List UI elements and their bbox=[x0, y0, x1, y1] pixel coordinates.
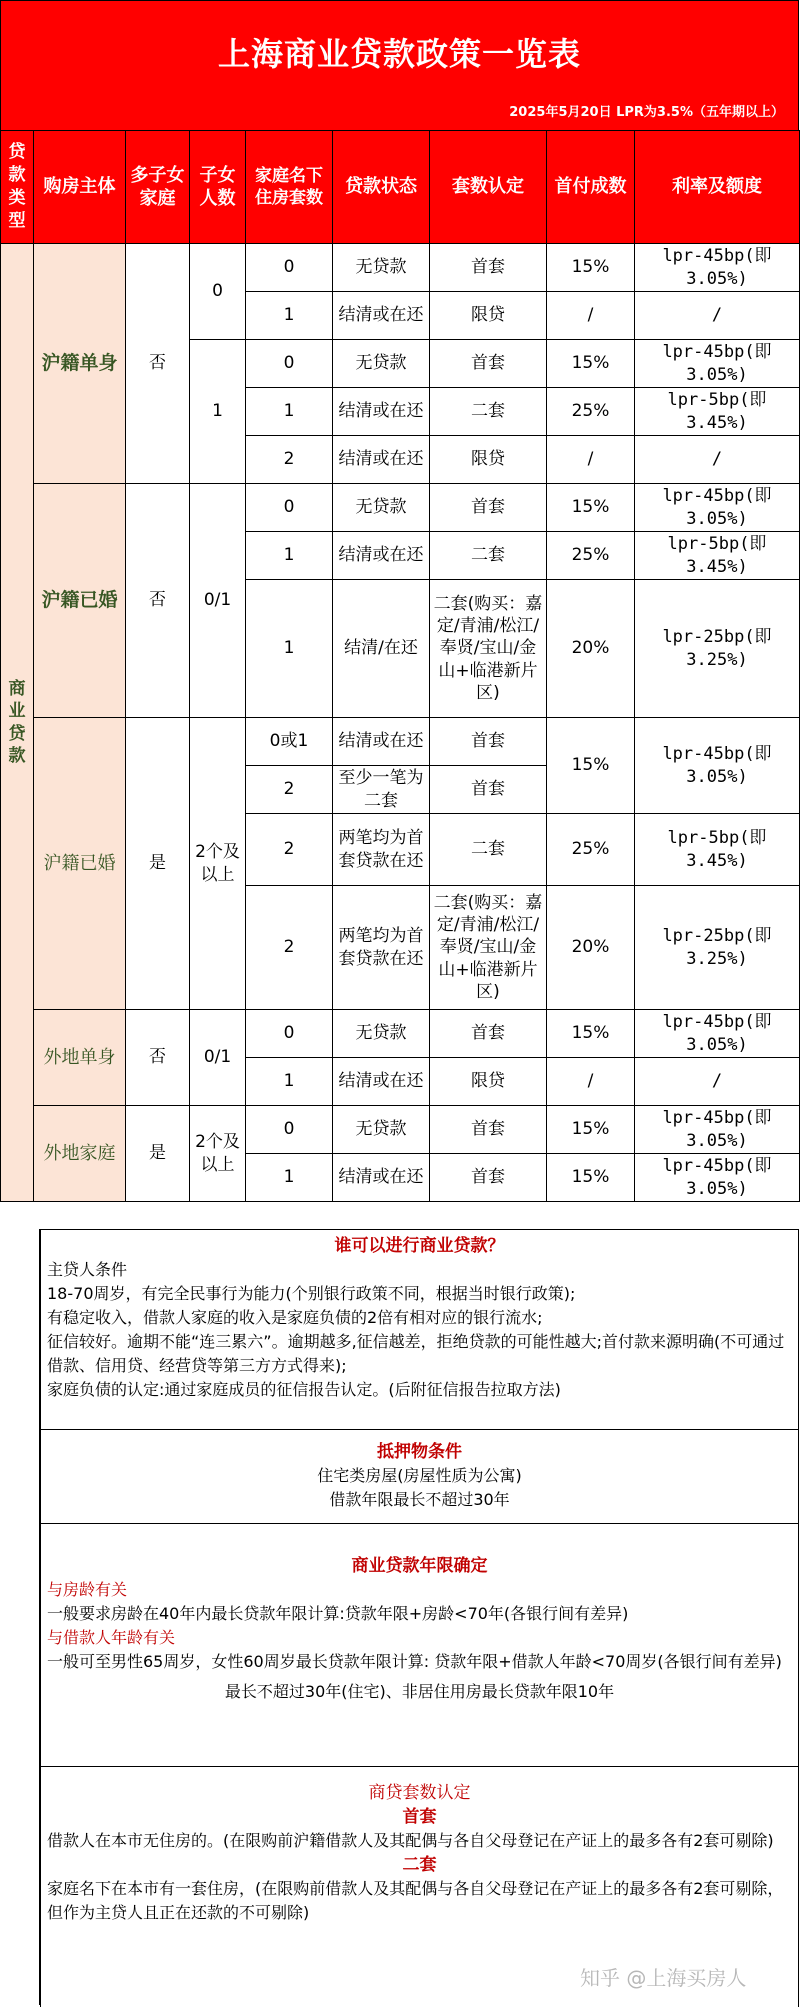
rate-cell: lpr-5bp(即3.45%) bbox=[635, 388, 800, 436]
note-line: 主贷人条件 bbox=[47, 1260, 128, 1279]
houses-cell: 1 bbox=[246, 580, 333, 718]
note-line: 家庭负债的认定:通过家庭成员的征信报告认定。(后附征信报告拉取方法) bbox=[47, 1380, 561, 1399]
page-header bbox=[0, 0, 799, 130]
houses-cell: 1 bbox=[246, 532, 333, 580]
rate-cell: / bbox=[635, 436, 800, 484]
rate-cell: / bbox=[635, 1058, 800, 1106]
down-payment-cell: 15% bbox=[547, 1010, 635, 1058]
col-header-children: 子女人数 bbox=[190, 131, 246, 244]
subject-cell: 沪籍单身 bbox=[34, 244, 126, 484]
table-header-row bbox=[1, 131, 800, 244]
down-payment-cell: / bbox=[547, 1058, 635, 1106]
collateral-title: 抵押物条件 bbox=[377, 1442, 462, 1462]
rate-cell: lpr-45bp(即3.05%) bbox=[635, 1154, 800, 1202]
table-row bbox=[1, 244, 800, 292]
houses-cell: 1 bbox=[246, 292, 333, 340]
note-line: 征信较好。逾期不能“连三累六”。逾期越多,征信越差，拒绝贷款的可能性越大;首付款来源明确(不可通过借款、信用贷、经营贷等第三方方式得来); bbox=[47, 1332, 785, 1375]
down-payment-cell: 15% bbox=[547, 718, 635, 814]
multi-child-cell: 否 bbox=[126, 1010, 190, 1106]
term-sub-house-age: 与房龄有关 bbox=[47, 1580, 128, 1599]
note-line: 一般要求房龄在40年内最长贷款年限计算:贷款年限+房龄<70年(各银行间有差异) bbox=[47, 1604, 629, 1623]
level-cell: 首套 bbox=[430, 484, 547, 532]
level-cell: 限贷 bbox=[430, 1058, 547, 1106]
down-payment-cell: 15% bbox=[547, 484, 635, 532]
rate-cell: lpr-25bp(即3.25%) bbox=[635, 886, 800, 1010]
status-cell: 至少一笔为二套 bbox=[333, 766, 430, 814]
down-payment-cell: 25% bbox=[547, 388, 635, 436]
rate-cell: lpr-45bp(即3.05%) bbox=[635, 244, 800, 292]
status-cell: 结清或在还 bbox=[333, 388, 430, 436]
status-cell: 两笔均为首套贷款在还 bbox=[333, 886, 430, 1010]
level-cell: 首套 bbox=[430, 340, 547, 388]
level-cell: 二套 bbox=[430, 388, 547, 436]
note-line: 住宅类房屋(房屋性质为公寓) bbox=[317, 1466, 522, 1485]
houses-cell: 0 bbox=[246, 244, 333, 292]
children-cell: 2个及以上 bbox=[190, 1106, 246, 1202]
loan-term-title: 商业贷款年限确定 bbox=[351, 1556, 488, 1576]
who-can-borrow-section bbox=[41, 1230, 798, 1430]
rate-cell: lpr-45bp(即3.05%) bbox=[635, 1010, 800, 1058]
level-cell: 二套 bbox=[430, 532, 547, 580]
down-payment-cell: 20% bbox=[547, 886, 635, 1010]
lpr-date-note: 2025年5月20日 LPR为3.5%（五年期以上） bbox=[509, 105, 784, 120]
down-payment-cell: 15% bbox=[547, 244, 635, 292]
col-header-subject: 购房主体 bbox=[34, 131, 126, 244]
loan-type-cell: 商业贷款 bbox=[1, 244, 34, 1202]
level-cell: 限贷 bbox=[430, 292, 547, 340]
children-cell: 0/1 bbox=[190, 484, 246, 718]
note-line: 一般可至男性65周岁，女性60周岁最长贷款年限计算: 贷款年限+借款人年龄<70周岁(各银行间有差异) bbox=[47, 1652, 782, 1671]
page-title: 上海商业贷款政策一览表 bbox=[217, 35, 581, 73]
houses-cell: 2 bbox=[246, 886, 333, 1010]
down-payment-cell: 15% bbox=[547, 1106, 635, 1154]
level-cell: 限贷 bbox=[430, 436, 547, 484]
note-line: 最长不超过30年(住宅)、非居住用房最长贷款年限10年 bbox=[224, 1682, 615, 1701]
second-home-title: 二套 bbox=[402, 1855, 437, 1875]
loan-term-section bbox=[41, 1524, 798, 1767]
first-home-title: 首套 bbox=[402, 1807, 437, 1827]
house-count-title: 商贷套数认定 bbox=[368, 1783, 471, 1803]
table-row bbox=[1, 1010, 800, 1058]
col-header-status: 贷款状态 bbox=[333, 131, 430, 244]
status-cell: 无贷款 bbox=[333, 244, 430, 292]
children-cell: 2个及以上 bbox=[190, 718, 246, 1010]
down-payment-cell: 15% bbox=[547, 340, 635, 388]
subject-cell: 沪籍已婚 bbox=[34, 484, 126, 718]
subject-cell: 沪籍已婚 bbox=[34, 718, 126, 1010]
rate-cell: lpr-5bp(即3.45%) bbox=[635, 814, 800, 886]
table-row bbox=[1, 484, 800, 532]
col-header-multi-child: 多子女家庭 bbox=[126, 131, 190, 244]
rate-cell: lpr-45bp(即3.05%) bbox=[635, 718, 800, 814]
children-cell: 0/1 bbox=[190, 1010, 246, 1106]
level-cell: 首套 bbox=[430, 766, 547, 814]
down-payment-cell: / bbox=[547, 436, 635, 484]
houses-cell: 2 bbox=[246, 814, 333, 886]
subject-cell: 外地单身 bbox=[34, 1010, 126, 1106]
status-cell: 结清/在还 bbox=[333, 580, 430, 718]
status-cell: 结清或在还 bbox=[333, 1058, 430, 1106]
note-line: 有稳定收入，借款人家庭的收入是家庭负债的2倍有相对应的银行流水; bbox=[47, 1308, 543, 1327]
level-cell: 首套 bbox=[430, 1106, 547, 1154]
rate-cell: lpr-5bp(即3.45%) bbox=[635, 532, 800, 580]
status-cell: 无贷款 bbox=[333, 484, 430, 532]
houses-cell: 0 bbox=[246, 340, 333, 388]
notes-left-margin bbox=[0, 1229, 40, 2005]
houses-cell: 2 bbox=[246, 766, 333, 814]
status-cell: 结清或在还 bbox=[333, 718, 430, 766]
rate-cell: lpr-45bp(即3.05%) bbox=[635, 484, 800, 532]
houses-cell: 0或1 bbox=[246, 718, 333, 766]
col-header-down-payment: 首付成数 bbox=[547, 131, 635, 244]
houses-cell: 0 bbox=[246, 484, 333, 532]
status-cell: 结清或在还 bbox=[333, 1154, 430, 1202]
table-row bbox=[1, 718, 800, 766]
level-cell: 二套(购买：嘉定/青浦/松江/奉贤/宝山/金山+临港新片区) bbox=[430, 886, 547, 1010]
rate-cell: lpr-45bp(即3.05%) bbox=[635, 1106, 800, 1154]
level-cell: 首套 bbox=[430, 1154, 547, 1202]
level-cell: 首套 bbox=[430, 718, 547, 766]
down-payment-cell: / bbox=[547, 292, 635, 340]
status-cell: 无贷款 bbox=[333, 1010, 430, 1058]
houses-cell: 2 bbox=[246, 436, 333, 484]
status-cell: 结清或在还 bbox=[333, 532, 430, 580]
houses-cell: 1 bbox=[246, 1058, 333, 1106]
rate-cell: lpr-45bp(即3.05%) bbox=[635, 340, 800, 388]
col-header-loan-type: 贷款类型 bbox=[1, 131, 34, 244]
houses-cell: 0 bbox=[246, 1010, 333, 1058]
note-line: 家庭名下在本市有一套住房，(在限购前借款人及其配偶与各自父母登记在产证上的最多各有2套可剔除，但作为主贷人且正在还款的不可剔除) bbox=[47, 1879, 784, 1922]
level-cell: 首套 bbox=[430, 244, 547, 292]
watermark-text: 知乎 @上海买房人 bbox=[580, 1966, 747, 1990]
status-cell: 结清或在还 bbox=[333, 436, 430, 484]
multi-child-cell: 是 bbox=[126, 1106, 190, 1202]
note-line: 借款人在本市无住房的。(在限购前沪籍借款人及其配偶与各自父母登记在产证上的最多各有2套可剔除) bbox=[47, 1831, 774, 1850]
down-payment-cell: 25% bbox=[547, 532, 635, 580]
level-cell: 二套(购买：嘉定/青浦/松江/奉贤/宝山/金山+临港新片区) bbox=[430, 580, 547, 718]
subject-cell: 外地家庭 bbox=[34, 1106, 126, 1202]
houses-cell: 0 bbox=[246, 1106, 333, 1154]
status-cell: 结清或在还 bbox=[333, 292, 430, 340]
collateral-section bbox=[41, 1430, 798, 1524]
rate-cell: / bbox=[635, 292, 800, 340]
status-cell: 无贷款 bbox=[333, 340, 430, 388]
col-header-level: 套数认定 bbox=[430, 131, 547, 244]
houses-cell: 1 bbox=[246, 388, 333, 436]
note-line: 18-70周岁，有完全民事行为能力(个别银行政策不同，根据当时银行政策); bbox=[47, 1284, 576, 1303]
loan-policy-table bbox=[0, 130, 800, 1202]
who-can-borrow-title: 谁可以进行商业贷款？ bbox=[334, 1236, 505, 1256]
col-header-houses: 家庭名下住房套数 bbox=[246, 131, 333, 244]
multi-child-cell: 是 bbox=[126, 718, 190, 1010]
table-row bbox=[1, 1106, 800, 1154]
notes-panel bbox=[40, 1229, 799, 2007]
multi-child-cell: 否 bbox=[126, 484, 190, 718]
rate-cell: lpr-25bp(即3.25%) bbox=[635, 580, 800, 718]
houses-cell: 1 bbox=[246, 1154, 333, 1202]
children-cell: 1 bbox=[190, 340, 246, 484]
down-payment-cell: 15% bbox=[547, 1154, 635, 1202]
down-payment-cell: 25% bbox=[547, 814, 635, 886]
multi-child-cell: 否 bbox=[126, 244, 190, 484]
col-header-rate: 利率及额度 bbox=[635, 131, 800, 244]
term-sub-borrower-age: 与借款人年龄有关 bbox=[47, 1628, 176, 1647]
status-cell: 两笔均为首套贷款在还 bbox=[333, 814, 430, 886]
note-line: 借款年限最长不超过30年 bbox=[329, 1490, 510, 1509]
level-cell: 二套 bbox=[430, 814, 547, 886]
status-cell: 无贷款 bbox=[333, 1106, 430, 1154]
children-cell: 0 bbox=[190, 244, 246, 340]
down-payment-cell: 20% bbox=[547, 580, 635, 718]
level-cell: 首套 bbox=[430, 1010, 547, 1058]
